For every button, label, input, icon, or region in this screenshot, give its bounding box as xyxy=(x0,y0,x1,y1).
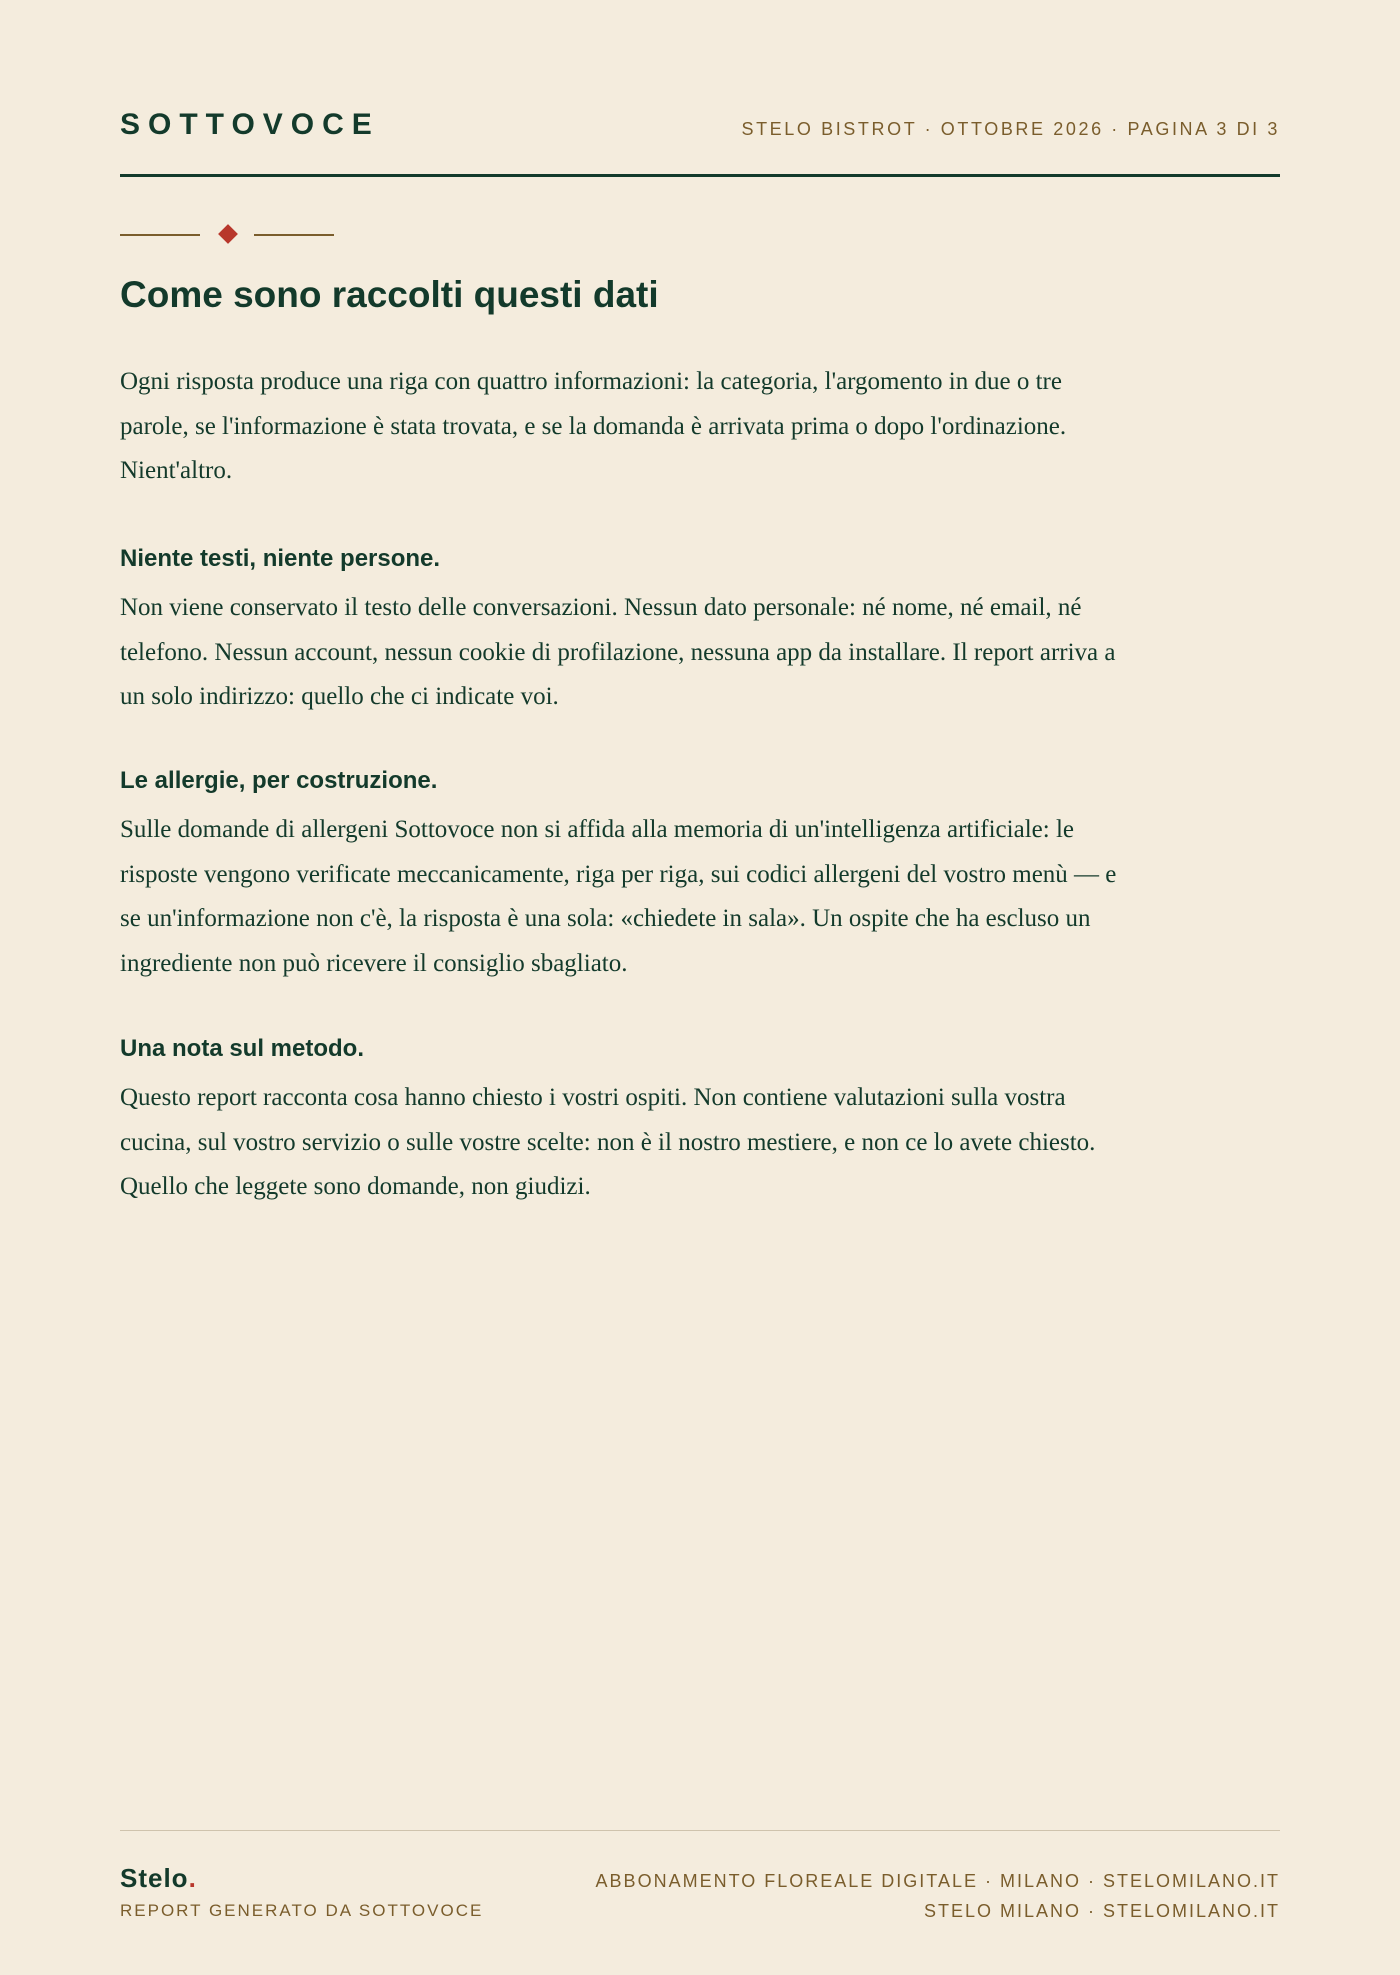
footer-brand xyxy=(120,1863,197,1894)
footer-line-2: STELO MILANO · STELOMILANO.IT xyxy=(923,1901,1280,1921)
section-text-privacy: Non viene conservato il testo delle conversazioni. Nessun dato personale: né nome, né email, né telefono. Nessun account, nessun cookie di profilazione, nessuna app da installare. Il report arriva a un solo indirizzo: quello che ci indicate voi. xyxy=(120,594,1116,711)
page-footer xyxy=(120,1830,1280,1931)
section-heading-privacy: Niente testi, niente persone. xyxy=(120,545,441,572)
section-heading-allergies: Le allergie, per costruzione. xyxy=(120,767,438,794)
header-meta: STELO BISTROT · OTTOBRE 2026 · PAGINA 3 DI 3 xyxy=(741,119,1280,139)
page-header xyxy=(120,108,1280,177)
section-heading-method: Una nota sul metodo. xyxy=(120,1035,365,1062)
section-text-method: Questo report racconta cosa hanno chiesto i vostri ospiti. Non contiene valutazioni sulla vostra cucina, sul vostro servizio o sulle vostre scelte: non è il nostro mestiere, e non ce lo avete chiesto. Quello che leggete sono domande, non giudizi. xyxy=(120,1084,1096,1201)
intro-paragraph: Ogni risposta produce una riga con quattro informazioni: la categoria, l'argomento in due o tre parole, se l'informazione è stata trovata, e se la domanda è arrivata prima o dopo l'ordinazione. Nient'altro. xyxy=(120,368,1067,485)
section-ornament xyxy=(120,225,335,245)
ornament-rule-left xyxy=(120,234,200,236)
footer-line-1: ABBONAMENTO FLOREALE DIGITALE · MILANO · STELOMILANO.IT xyxy=(595,1871,1280,1891)
ornament-rule-right xyxy=(254,234,334,236)
brand-logo: SOTTOVOCE xyxy=(120,108,380,141)
page-title: Come sono raccolti questi dati xyxy=(120,274,659,315)
diamond-icon xyxy=(218,224,238,244)
report-page xyxy=(120,0,1280,1975)
footer-subtitle: REPORT GENERATO DA SOTTOVOCE xyxy=(120,1901,484,1920)
footer-brand-dot: . xyxy=(188,1863,197,1893)
section-text-allergies: Sulle domande di allergeni Sottovoce non si affida alla memoria di un'intelligenza artificiale: le risposte vengono verificate meccanicamente, riga per riga, sui codici allergeni del vostro menù — e se un'informazione non c'è, la risposta è una sola: «chiedete in sala». Un ospite che ha escluso un ingrediente non può ricevere il consiglio sbagliato. xyxy=(120,816,1117,977)
footer-brand-name: Stelo xyxy=(120,1863,189,1893)
